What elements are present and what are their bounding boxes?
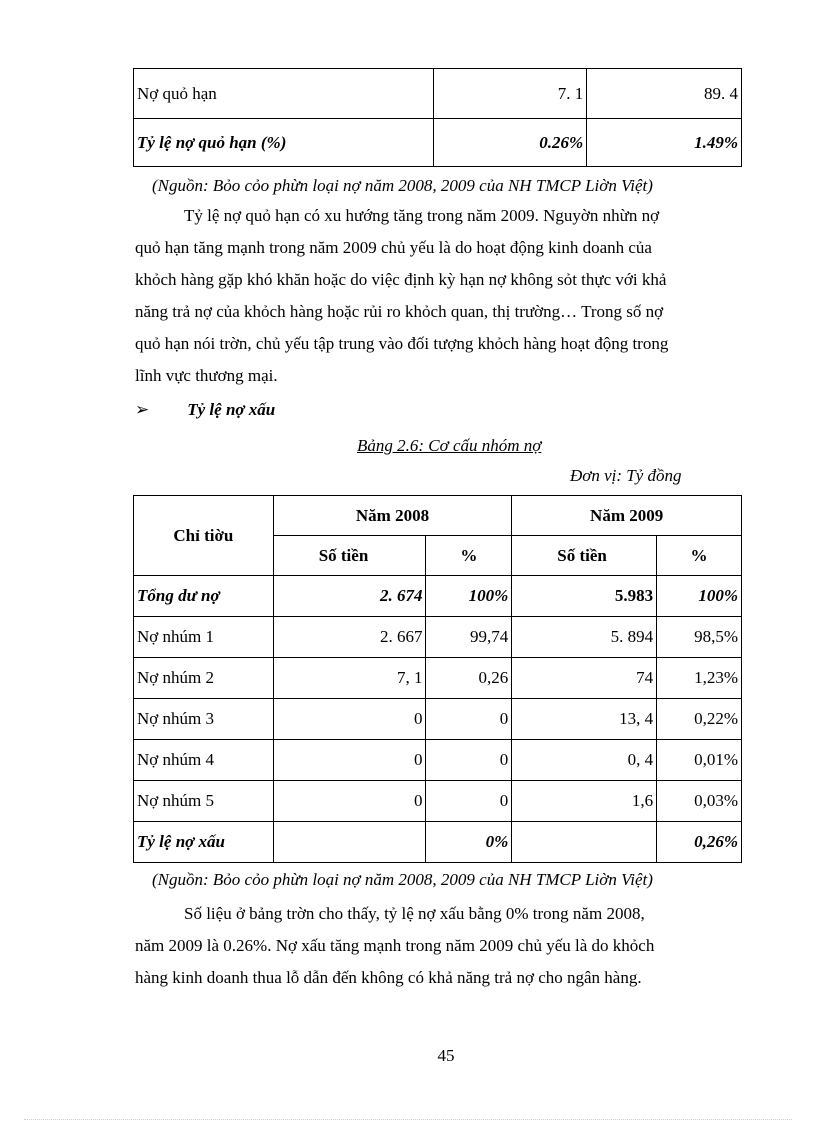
percent-2008: 0,26 [426,658,512,699]
value-2009: 89. 4 [587,69,742,119]
paragraph-line: quỏ hạn nói trờn, chủ yếu tập trung vào đối tượng khỏch hàng hoạt động trong [135,334,669,353]
percent-2009: 0,26% [657,822,742,863]
npl-table [133,68,742,167]
paragraph-line: Tỷ lệ nợ quỏ hạn có xu hướng tăng trong năm 2009. Nguyờn nhừn nợ [184,206,660,225]
table-row [134,740,742,781]
section-heading [135,400,275,420]
table-row [134,699,742,740]
amount-2008: 0 [273,740,426,781]
table-row [134,822,742,863]
row-label: Nợ nhúm 3 [134,699,274,740]
amount-header: Số tiền [273,536,426,576]
percent-2008: 0 [426,740,512,781]
unit-label: Đơn vị: Tỷ đồng [570,466,682,485]
percent-header: % [657,536,742,576]
amount-2009 [512,822,657,863]
year-2008-header: Năm 2008 [273,496,512,536]
year-2009-header: Năm 2009 [512,496,742,536]
paragraph-line: năng trả nợ của khỏch hàng hoặc rủi ro khỏch quan, thị trường… Trong số nợ [135,302,664,321]
table-row [134,617,742,658]
heading-text: Tỷ lệ nợ xấu [187,400,276,419]
amount-2008 [273,822,426,863]
amount-2009: 5. 894 [512,617,657,658]
paragraph-line: năm 2009 là 0.26%. Nợ xấu tăng mạnh trong năm 2009 chủ yếu là do khỏch [135,936,655,955]
header-row [134,496,742,536]
percent-2009: 0,22% [657,699,742,740]
arrow-bullet-icon: ➢ [135,400,150,420]
percent-2009: 0,03% [657,781,742,822]
amount-2009: 13, 4 [512,699,657,740]
amount-2008: 0 [273,699,426,740]
percent-2008: 99,74 [426,617,512,658]
amount-2009: 0, 4 [512,740,657,781]
paragraph-line: Số liệu ở bảng trờn cho thấy, tỷ lệ nợ xấu bằng 0% trong năm 2008, [184,904,645,923]
row-label: Nợ quỏ hạn [134,69,434,119]
paragraph [135,898,739,994]
row-label: Tỷ lệ nợ xấu [134,822,274,863]
source-note: (Nguồn: Bỏo cỏo phừn loại nợ năm 2008, 2009 của NH TMCP Liờn Việt) [152,176,653,195]
percent-2009: 98,5% [657,617,742,658]
paragraph-line: lĩnh vực thương mại. [135,366,278,385]
value-2008: 7. 1 [434,69,587,119]
row-label: Tỷ lệ nợ quỏ hạn (%) [134,119,434,167]
indicator-header: Chỉ tiờu [134,496,274,576]
amount-2008: 2. 667 [273,617,426,658]
amount-2008: 7, 1 [273,658,426,699]
amount-2009: 74 [512,658,657,699]
row-label: Nợ nhúm 5 [134,781,274,822]
source-note: (Nguồn: Bỏo cỏo phừn loại nợ năm 2008, 2009 của NH TMCP Liờn Việt) [152,870,653,889]
value-2009: 1.49% [587,119,742,167]
row-label: Nợ nhúm 4 [134,740,274,781]
percent-header: % [426,536,512,576]
paragraph-line: quỏ hạn tăng mạnh trong năm 2009 chủ yếu là do hoạt động kinh doanh của [135,238,652,257]
debt-group-table [133,495,742,863]
percent-2009: 100% [657,576,742,617]
value-2008: 0.26% [434,119,587,167]
page-number: 45 [437,1046,455,1065]
row-label: Nợ nhúm 2 [134,658,274,699]
percent-2008: 100% [426,576,512,617]
row-label: Nợ nhúm 1 [134,617,274,658]
table-row [134,69,742,119]
amount-2009: 5.983 [512,576,657,617]
percent-2008: 0 [426,699,512,740]
amount-header: Số tiền [512,536,657,576]
percent-2009: 0,01% [657,740,742,781]
table-row [134,119,742,167]
amount-2008: 0 [273,781,426,822]
table-title: Bảng 2.6: Cơ cấu nhóm nợ [357,436,542,455]
paragraph-line: khỏch hàng gặp khó khăn hoặc do việc định kỳ hạn nợ không sỏt thực với khả [135,270,667,289]
table-row [134,781,742,822]
percent-2008: 0 [426,781,512,822]
paragraph [135,200,739,392]
amount-2008: 2. 674 [273,576,426,617]
percent-2008: 0% [426,822,512,863]
paragraph-line: hàng kinh doanh thua lỗ dẫn đến không có khả năng trả nợ cho ngân hàng. [135,968,642,987]
row-label: Tổng dư nợ [134,576,274,617]
table-row [134,576,742,617]
amount-2009: 1,6 [512,781,657,822]
percent-2009: 1,23% [657,658,742,699]
table-row [134,658,742,699]
page-bottom-divider [24,1119,792,1120]
